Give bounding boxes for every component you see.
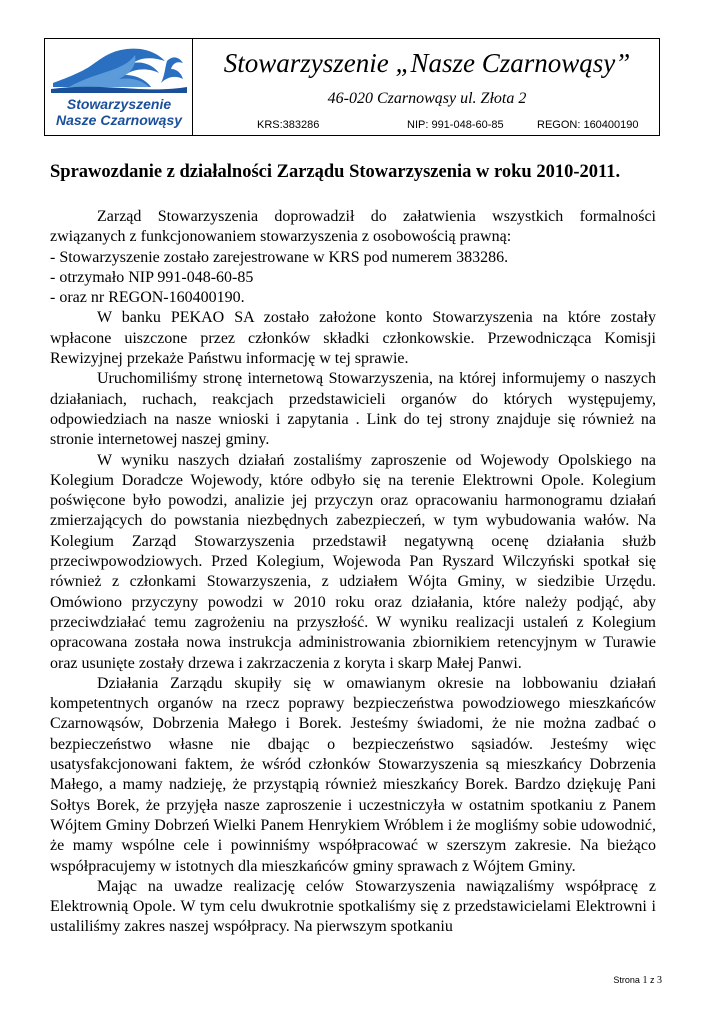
document-title: Sprawozdanie z działalności Zarządu Stowarzyszenia w roku 2010-2011.	[50, 162, 621, 182]
paragraph-board-actions: Działania Zarządu skupiły się w omawianym okresie na lobbowaniu działań kompetentnych organów na rzecz poprawy bezpieczeństwa powodziowego mieszkańców Czarnowąsów, Dobrzenia Małego i Borek. Jesteśmy świadomi, że nie można zadbać o bezpieczeństwo własne nie dbając o bezpieczeństwo sąsiadów. Jesteśmy więc usatysfakcjonowani faktem, że wśród członków Stowarzyszenia są mieszkańcy Dobrzenia Małego, a mamy nadzieję, że przystąpią również mieszkańcy Borek. Bardzo dziękuję Pani Sołtys Borek, że przyjęła nasze zaproszenie i uczestniczyła w ostatnim spotkaniu z Panem Wójtem Gminy Dobrzeń Wielki Panem Henrykiem Wróblem i że mogliśmy sobie udowodnić, że mamy wspólne cele i powinniśmy współpracować w szerszym zakresie. Na bieżąco współpracujemy w istotnych dla mieszkańców gminy sprawach z Wójtem Gminy.	[50, 674, 656, 875]
regon-number: REGON: 160400190	[537, 119, 639, 131]
logo	[45, 39, 193, 135]
logo-title-line2: Nasze Czarnowąsy	[55, 112, 183, 128]
list-item-regon: - oraz nr REGON-160400190.	[50, 289, 245, 307]
krs-number: KRS:383286	[257, 119, 320, 131]
wave-logo-icon	[49, 43, 189, 95]
document-body	[50, 207, 656, 938]
page-footer	[613, 975, 662, 986]
logo-title-line1: Stowarzyszenie	[66, 96, 172, 112]
page-number: 1	[642, 975, 648, 986]
paragraph-bank: W banku PEKAO SA zostało założone konto Stowarzyszenia na które zostały wpłacone uiszczone przez członków składki członkowskie. Przewodnicząca Komisji Rewizyjnej przekaże Państwu informację w tej sprawie.	[50, 309, 656, 368]
organization-address: 46-020 Czarnowąsy ul. Złota 2	[327, 90, 527, 107]
organization-name: Stowarzyszenie „Nasze Czarnowąsy”	[223, 48, 631, 78]
paragraph-kolegium: W wyniku naszych działań zostaliśmy zaproszenie od Wojewody Opolskiego na Kolegium Doradcze Wojewody, które odbyło się na terenie Elektrowni Opole. Kolegium poświęcone było powodzi, analizie jej przyczyn oraz opracowaniu harmonogramu działań zmierzających do powstania niezbędnych zabezpieczeń, w tym wybudowania wałów. Na Kolegium Zarząd Stowarzyszenia przedstawił negatywną ocenę działania służb przeciwpowodziowych. Przed Kolegium, Wojewoda Pan Ryszard Wilczyński spotkał się również z członkami Stowarzyszenia, z udziałem Wójta Gminy, w siedzibie Urzędu. Omówiono przyczyny powodzi w 2010 roku oraz działania, które należy podjąć, aby przeciwdziałać temu zagrożeniu na przyszłość. W wyniku realizacji ustaleń z Kolegium opracowana została nowa instrukcja administrowania zbiornikiem retencyjnym w Turawie oraz usunięte zostały drzewa i zakrzaczenia z koryta i skarp Małej Panwi.	[50, 451, 656, 672]
page-total: 3	[657, 975, 662, 986]
list-item-nip: - otrzymało NIP 991-048-60-85	[50, 268, 254, 286]
letterhead	[44, 38, 660, 136]
paragraph-website: Uruchomiliśmy stronę internetową Stowarzyszenia, na której informujemy o naszych działaniach, ruchach, reakcjach przedstawicieli organów do których występujemy, odpowiedziach na nasze wnioski i zapytania . Link do tej strony znajduje się również na stronie internetowej naszej gminy.	[50, 370, 656, 449]
nip-number: NIP: 991-048-60-85	[407, 119, 504, 131]
paragraph-elektrownia: Mając na uwadze realizację celów Stowarzyszenia nawiązaliśmy współpracę z Elektrownią Opole. W tym celu dwukrotnie spotkaliśmy się z przedstawicielami Elektrowni i ustaliliśmy zakres naszej współpracy. Na pierwszym spotkaniu	[50, 877, 656, 936]
page-label: Strona	[613, 975, 640, 985]
list-item-krs: - Stowarzyszenie zostało zarejestrowane w KRS pod numerem 383286.	[50, 248, 509, 266]
page-of-label: z	[649, 975, 655, 985]
paragraph-formalities: Zarząd Stowarzyszenia doprowadził do załatwienia wszystkich formalności związanych z funkcjonowaniem stowarzyszenia z osobowością prawną:	[50, 208, 656, 246]
